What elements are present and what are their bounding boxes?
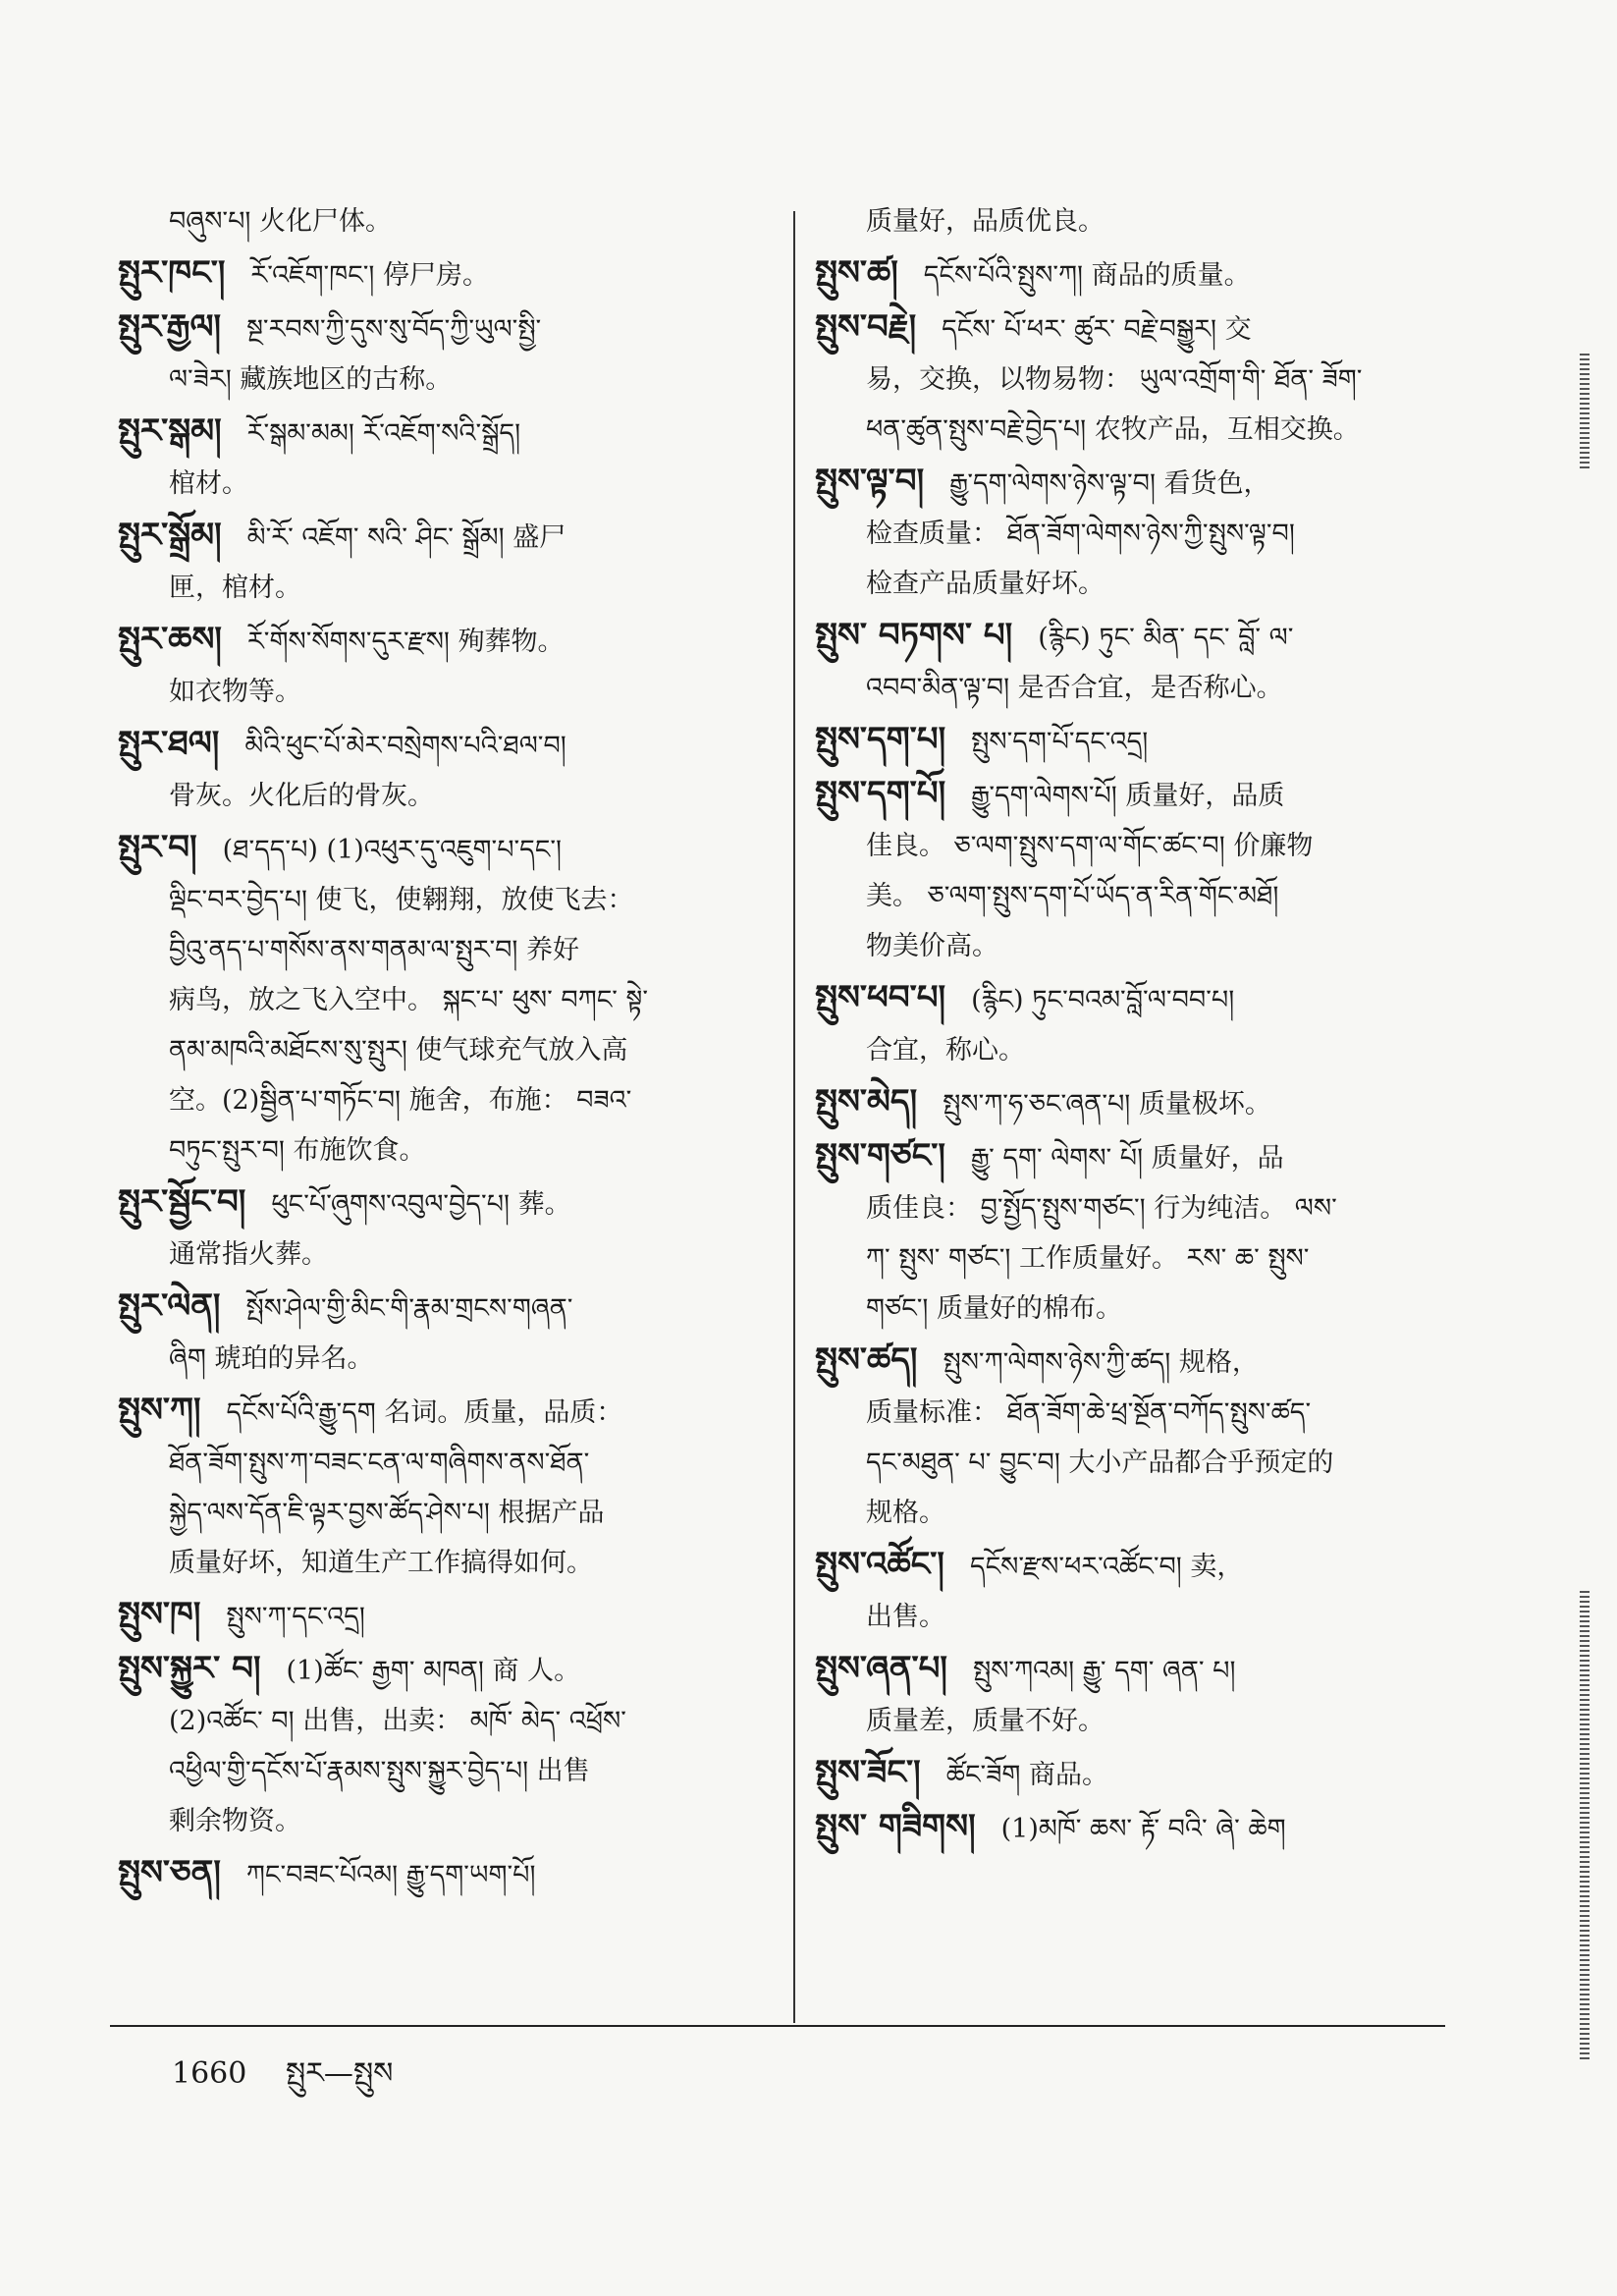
entry-line	[118, 1177, 766, 1230]
dictionary-entry	[815, 1077, 1463, 1129]
definition-text: བྱིའུ་ནད་པ་གསོས་ནས་གནམ་ལ་སྤུར་བ། 养好	[169, 935, 580, 965]
dictionary-entry	[815, 1748, 1463, 1800]
dictionary-entry	[118, 302, 766, 405]
headword: སྤུས་སྐྱུར་ བ།	[118, 1649, 261, 1688]
definition-text: རྒྱུ་ དག་ ལེགས་ པོ། 质量好，品	[970, 1143, 1284, 1174]
definition-text: སྔ་རབས་ཀྱི་དུས་སུ་བོད་ཀྱི་ཡུལ་སྤྱི་	[246, 314, 542, 345]
headword: སྤུས་འཚོང་།	[815, 1545, 944, 1584]
definition-text: 骨灰。火化后的骨灰。	[169, 781, 434, 811]
entry-line	[815, 1131, 1463, 1183]
definition-text: མིའི་ཕུང་པོ་མེར་བསྲེགས་པའི་ཐལ་བ།	[244, 731, 566, 761]
entry-line	[815, 248, 1463, 301]
entry-line	[815, 196, 1463, 246]
dictionary-entry	[815, 1540, 1463, 1642]
definition-text: སྐྱེད་ལས་དོན་ཇི་ལྟར་བྱས་ཚོད་ཤེས་པ། 根据产品	[169, 1498, 605, 1528]
entry-line	[118, 975, 766, 1025]
entry-line	[118, 459, 766, 509]
definition-text: 匣，棺材。	[169, 573, 301, 603]
entry-line	[118, 1488, 766, 1538]
definition-text: སྤུས་ཀ་ཧ་ཅང་ཞན་པ། 质量极坏。	[943, 1089, 1271, 1120]
entry-line	[118, 615, 766, 667]
dictionary-entry	[118, 511, 766, 613]
definition-text: 质量差，质量不好。	[866, 1706, 1105, 1736]
headword: སྤུས་ཅན།	[118, 1853, 221, 1892]
definition-text: རྒྱུ་དག་ལེགས་ཉེས་ལྟ་བ། 看货色，	[949, 468, 1270, 499]
entry-line	[815, 663, 1463, 713]
entry-line	[118, 1025, 766, 1075]
headword: སྤུར་ལེན།	[118, 1286, 221, 1326]
entry-line	[815, 302, 1463, 355]
dictionary-entry	[815, 973, 1463, 1075]
entry-line	[118, 196, 766, 246]
definition-text: 通常指火葬。	[169, 1239, 328, 1270]
entry-line	[118, 875, 766, 925]
dictionary-entry	[118, 719, 766, 821]
definition-text: སྤུས་ཀའམ། རྒྱུ་ དག་ ཞན་ པ།	[972, 1656, 1236, 1686]
entry-line	[815, 1438, 1463, 1488]
dictionary-entry	[815, 302, 1463, 455]
entry-line	[118, 355, 766, 405]
entry-line	[815, 1025, 1463, 1075]
definition-text: 合宜，称心。	[866, 1035, 1025, 1066]
definition-text: 检查产品质量好坏。	[866, 569, 1105, 599]
scan-edge-mark	[1580, 1591, 1590, 2062]
definition-text: རྒྱུ་དག་ལེགས་པོ། 质量好，品质	[971, 781, 1285, 811]
definition-text: དངོས་ པོ་ཕར་ ཚུར་ བརྗེ་བསྒྱུར། 交	[942, 314, 1252, 345]
definition-text: སྤུས་ཀ་ལེགས་ཉེས་ཀྱི་ཚད། 规格，	[943, 1347, 1259, 1378]
headword: སྤུས་ཟོང་།	[815, 1753, 921, 1792]
entry-line	[815, 1748, 1463, 1800]
entry-line	[118, 1386, 766, 1438]
definition-text: 病鸟，放之飞入空中。 སྐང་པ་ ཕུས་ བཀང་ སྟེ་	[169, 985, 649, 1015]
definition-text: ཕན་ཚུན་སྤུས་བརྗེ་བྱེད་པ། 农牧产品，互相交换。	[866, 414, 1360, 445]
headword: སྤུས་ཞན་པ།	[815, 1649, 947, 1688]
definition-text: རོ་འཇོག་ཁང་། 停尸房。	[250, 260, 489, 291]
headword: སྤུར་ཐལ།	[118, 724, 220, 763]
definition-text: སྤུས་ཀ་དང་འདྲ།	[226, 1602, 365, 1632]
entry-line	[118, 771, 766, 821]
column-divider	[793, 211, 795, 2023]
dictionary-entry	[815, 1802, 1463, 1854]
definition-text: (1)མཁོ་ ཆས་ རྟོ་ བའི་ ཞེ་ ཆེག	[1000, 1814, 1286, 1844]
entry-line	[815, 611, 1463, 663]
definition-text: གཙང་། 质量好的棉布。	[866, 1293, 1123, 1324]
headword: སྤུས་ཁ།	[118, 1595, 201, 1634]
definition-text: ཐོན་ཟོག་སྤུས་ཀ་བཟང་ངན་ལ་གཞིགས་ནས་ཐོན་	[169, 1448, 590, 1478]
entry-line	[118, 1075, 766, 1125]
definition-text: ཀང་བཟང་པོའམ། རྒྱུ་དག་ཡག་པོ།	[245, 1860, 536, 1890]
definition-text: བཏུང་སྤུར་བ། 布施饮食。	[169, 1135, 426, 1166]
entry-line	[118, 248, 766, 301]
definition-text: རོ་གོས་སོགས་དུར་རྫས། 殉葬物。	[246, 627, 565, 657]
definition-text: དང་མཐུན་ པ་ བྱུང་བ། 大小产品都合乎预定的	[866, 1448, 1334, 1478]
definition-text: 美。 ཅ་ལག་སྤུས་དག་པོ་ཡོད་ན་རིན་གོང་མཐོ།	[866, 881, 1279, 911]
definition-text: དངོས་པོའི་རྒྱུ་དག 名词。质量，品质：	[226, 1397, 623, 1428]
definition-text: 质量标准： ཐོན་ཟོག་ཆེ་ཕྲ་སྔོན་བཀོད་སྤུས་ཚད་	[866, 1397, 1312, 1428]
headword: སྤུས་ཕབ་པ།	[815, 978, 946, 1017]
definition-text: ཞིག 琥珀的异名。	[169, 1343, 374, 1374]
definition-text: 质量好，品质优良。	[866, 206, 1105, 237]
definition-text: 佳良。 ཅ་ལག་སྤུས་དག་ལ་གོང་ཚང་བ། 价廉物	[866, 831, 1314, 861]
headword: སྤུར་བ།	[118, 828, 197, 867]
dictionary-entry	[118, 1177, 766, 1280]
entry-line	[118, 719, 766, 771]
dictionary-entry	[815, 1336, 1463, 1538]
definition-text: དངོས་རྫས་ཕར་འཚོང་བ། 卖，	[969, 1552, 1244, 1582]
dictionary-entry	[815, 1131, 1463, 1334]
entry-line	[118, 1438, 766, 1488]
entry-line	[118, 1746, 766, 1796]
entry-line	[815, 1388, 1463, 1438]
entry-line	[815, 559, 1463, 609]
definition-text: 出售。	[866, 1602, 945, 1632]
dictionary-entry	[118, 1590, 766, 1642]
entry-line	[815, 1592, 1463, 1642]
definition-text: 检查质量： ཐོན་ཟོག་ལེགས་ཉེས་ཀྱི་སྤུས་ལྟ་བ།	[866, 519, 1295, 549]
entry-line	[118, 1696, 766, 1746]
headword: སྤུས་ གཟིགས།	[815, 1807, 976, 1846]
definition-text: 空。(2)སྦྱིན་པ་གཏོང་བ། 施舍，布施： བཟའ་	[169, 1085, 632, 1116]
entry-line	[118, 1334, 766, 1384]
dictionary-entry	[118, 248, 766, 301]
entry-line	[815, 1802, 1463, 1854]
dictionary-entry	[815, 196, 1463, 246]
headword: སྤུས་གཙང་།	[815, 1136, 945, 1175]
dictionary-entry	[815, 248, 1463, 301]
footer-rule	[110, 2025, 1445, 2027]
definition-text: བཞུས་པ། 火化尸体。	[169, 206, 392, 237]
entry-line	[118, 1230, 766, 1280]
dictionary-entry	[118, 407, 766, 509]
definition-text: 质佳良： བྱ་སྤྱོད་སྤུས་གཙང་། 行为纯洁。 ལས་	[866, 1193, 1337, 1224]
definition-text: ཕུང་པོ་ཞུགས་འབུལ་བྱེད་པ། 葬。	[271, 1189, 571, 1220]
entry-line	[815, 769, 1463, 821]
definition-text: 质量好坏，知道生产工作搞得如何。	[169, 1548, 593, 1578]
entry-line	[815, 1233, 1463, 1284]
entry-line	[815, 1183, 1463, 1233]
headword: སྤུར་ཆས།	[118, 620, 222, 659]
page-range: སྤུར—སྤུས	[285, 2056, 394, 2091]
headword: སྤུས་དག་པོ།	[815, 774, 946, 813]
definition-text: 如衣物等。	[169, 677, 301, 707]
definition-text: དངོས་པོའི་སྤུས་ཀ། 商品的质量。	[923, 260, 1251, 291]
entry-line	[815, 921, 1463, 971]
definition-text: ཚོང་ཟོག 商品。	[945, 1760, 1108, 1790]
definition-text: སྤུས་དག་པོ་དང་འདྲ།	[971, 727, 1149, 757]
definition-text: མི་རོ་ འཇོག་ སའི་ ཤིང་ སྒྲོམ། 盛尸	[246, 522, 566, 553]
entry-line	[118, 302, 766, 355]
definition-text: 易，交换，以物易物： ཡུལ་འགྲོག་གི་ ཐོན་ ཟོག་	[866, 364, 1363, 395]
headword: སྤུས་ བཏགས་ པ།	[815, 616, 1013, 655]
entry-line	[118, 823, 766, 875]
page-number: 1660	[172, 2056, 247, 2091]
entry-line	[118, 1538, 766, 1588]
entry-line	[815, 1488, 1463, 1538]
definition-text: (ཐ་དད་པ) (1)འཕུར་དུ་འཇུག་པ་དང་།	[222, 835, 563, 865]
headword: སྤུར་སྒམ།	[118, 411, 222, 451]
definition-text: (2)འཚོང་ བ། 出售，出卖： མཁོ་ མེད་ འཕྲོས་	[169, 1706, 626, 1736]
definition-text: འཕྱིལ་གྱི་དངོས་པོ་རྣམས་སྤུས་སྐྱུར་བྱེད་པ། 出售	[169, 1756, 590, 1786]
definition-text: ཀ་ སྤུས་ གཙང་། 工作质量好。 རས་ ཆ་ སྤུས་	[866, 1243, 1310, 1274]
dictionary-entry	[118, 615, 766, 717]
definition-text: འབབ་མིན་ལྟ་བ། 是否合宜，是否称心。	[866, 673, 1283, 703]
dictionary-entry	[118, 1386, 766, 1588]
entry-line	[118, 1848, 766, 1900]
entry-line	[118, 1282, 766, 1334]
entry-line	[815, 509, 1463, 559]
entry-line	[118, 511, 766, 563]
headword: སྤུས་བརྗེ།	[815, 307, 917, 347]
headword: སྤུས་མེད།	[815, 1082, 918, 1121]
scan-edge-mark	[1580, 354, 1590, 471]
entry-line	[815, 1284, 1463, 1334]
definition-text: 剩余物资。	[169, 1806, 301, 1836]
definition-text: སྤོས་ཤེལ་གྱི་མིང་གི་རྣམ་གྲངས་གཞན་	[245, 1293, 573, 1324]
entry-line	[815, 355, 1463, 405]
headword: སྤུས་ཀ།	[118, 1391, 201, 1430]
entry-line	[815, 1644, 1463, 1696]
definition-text: 物美价高。	[866, 931, 998, 961]
entry-line	[815, 871, 1463, 921]
entry-line	[815, 405, 1463, 455]
entry-line	[118, 1796, 766, 1846]
entry-line	[815, 1336, 1463, 1388]
entry-line	[815, 821, 1463, 871]
entry-line	[815, 715, 1463, 767]
entry-line	[118, 563, 766, 613]
definition-text: 棺材。	[169, 468, 248, 499]
dictionary-entry	[118, 1282, 766, 1384]
definition-text: (རྙིང) ཏུང་བའམ་བློ་ལ་བབ་པ།	[971, 985, 1235, 1015]
headword: སྤུར་རྒྱལ།	[118, 307, 222, 347]
definition-text: 规格。	[866, 1498, 945, 1528]
dictionary-entry	[118, 1644, 766, 1846]
entry-line	[118, 1644, 766, 1696]
dictionary-entry	[815, 1644, 1463, 1746]
headword: སྤུར་ཁང་།	[118, 253, 226, 293]
dictionary-entry	[815, 769, 1463, 971]
definition-text: རོ་སྒམ་མམ། རོ་འཇོག་སའི་སྒྲོད།	[246, 418, 521, 449]
headword: སྤུས་ཚ།	[815, 253, 898, 293]
entry-line	[118, 667, 766, 717]
definition-text: (རྙིང) ཏུང་ མིན་ དང་ བློ་ ལ་	[1038, 623, 1294, 653]
dictionary-entry	[118, 823, 766, 1175]
headword: སྤུས་དག་པ།	[815, 720, 946, 759]
headword: སྤུས་ལྟ་བ།	[815, 462, 925, 501]
definition-text: ལ་ཟེར། 藏族地区的古称。	[169, 364, 453, 395]
definition-text: ལྡིང་བར་བྱེད་པ། 使飞，使翱翔，放使飞去：	[169, 885, 634, 915]
left-column	[118, 196, 766, 1902]
entry-line	[815, 1696, 1463, 1746]
page-footer	[172, 2041, 393, 2123]
entry-line	[118, 407, 766, 459]
entry-line	[815, 973, 1463, 1025]
entry-line	[815, 1540, 1463, 1592]
definition-text: ནམ་མཁའི་མཐོངས་སུ་སྤུར། 使气球充气放入高	[169, 1035, 628, 1066]
headword: སྤུར་སྦྱོང་བ།	[118, 1182, 246, 1222]
entry-line	[118, 925, 766, 975]
dictionary-entry	[118, 196, 766, 246]
entry-line	[118, 1125, 766, 1175]
dictionary-entry	[118, 1848, 766, 1900]
entry-line	[118, 1590, 766, 1642]
dictionary-entry	[815, 715, 1463, 767]
headword: སྤུར་སྒྲོམ།	[118, 516, 222, 555]
entry-line	[815, 1077, 1463, 1129]
definition-text: (1)ཚོང་ རྒྱག་ མཁན། 商 人。	[286, 1656, 581, 1686]
dictionary-entry	[815, 611, 1463, 713]
right-column	[815, 196, 1463, 1856]
headword: སྤུས་ཚད།	[815, 1340, 918, 1380]
entry-line	[815, 457, 1463, 509]
dictionary-entry	[815, 457, 1463, 609]
